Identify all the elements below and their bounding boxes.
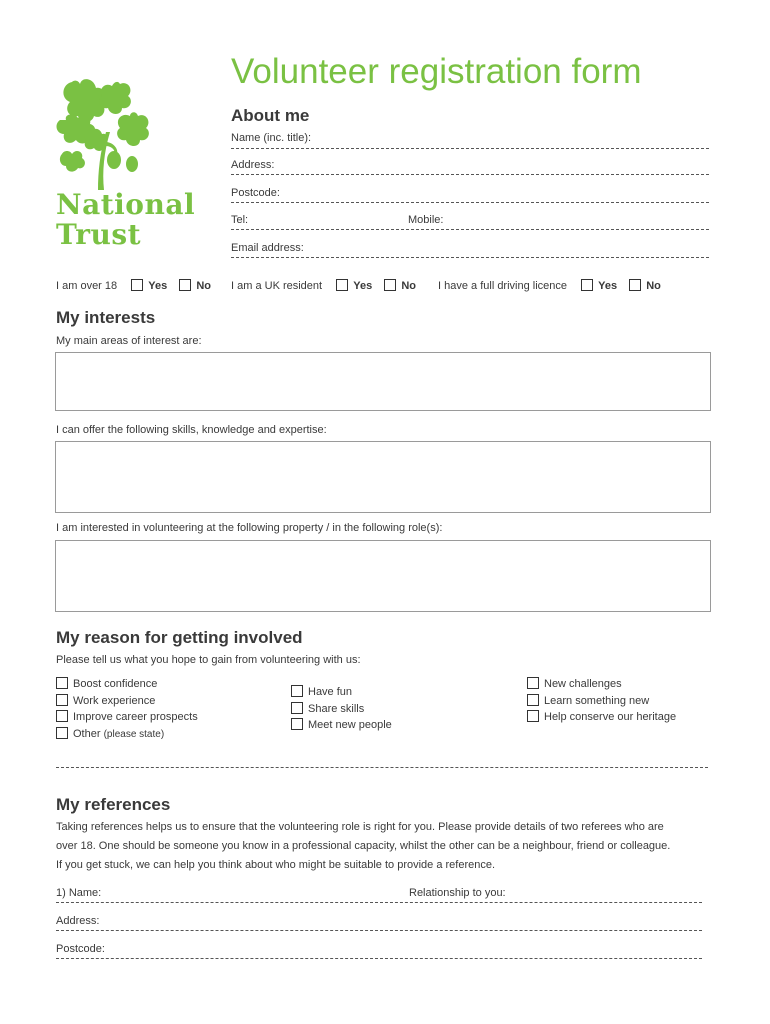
page-title: Volunteer registration form	[231, 52, 642, 91]
reason-label: Meet new people	[308, 719, 392, 731]
uk-resident-row	[231, 279, 416, 292]
ref-address-field[interactable]	[56, 930, 702, 931]
reason-label: New challenges	[544, 678, 622, 690]
driving-yes-checkbox[interactable]	[581, 279, 593, 291]
reason-label: Work experience	[73, 695, 156, 707]
reason-checkbox[interactable]	[527, 710, 539, 722]
reason-checkbox[interactable]	[56, 710, 68, 722]
driving-row	[438, 279, 661, 292]
driving-yes-label: Yes	[598, 280, 618, 292]
uk-resident-yes-checkbox[interactable]	[336, 279, 348, 291]
uk-resident-no-checkbox[interactable]	[384, 279, 396, 291]
uk-resident-label: I am a UK resident	[231, 280, 323, 292]
address-field[interactable]	[231, 174, 709, 175]
over18-yes-checkbox[interactable]	[131, 279, 143, 291]
reason-label: Other	[73, 728, 101, 740]
reason-option	[56, 727, 164, 740]
email-field[interactable]	[231, 257, 709, 258]
over18-row	[56, 279, 211, 292]
ref-name-field[interactable]	[56, 902, 702, 903]
reason-checkbox[interactable]	[527, 694, 539, 706]
ref-postcode-label: Postcode:	[56, 943, 105, 955]
mobile-label: Mobile:	[408, 214, 444, 226]
address-label: Address:	[231, 159, 275, 171]
reason-label: Have fun	[308, 686, 353, 698]
name-label: Name (inc. title):	[231, 132, 312, 144]
ref-postcode-field[interactable]	[56, 958, 702, 959]
reason-heading: My reason for getting involved	[56, 628, 303, 647]
over18-label: I am over 18	[56, 280, 118, 292]
reason-option	[527, 677, 622, 690]
references-heading: My references	[56, 795, 171, 814]
reason-option	[291, 702, 364, 715]
reason-option	[291, 718, 392, 731]
areas-label: My main areas of interest are:	[56, 335, 202, 347]
over18-no-label: No	[196, 280, 212, 292]
reason-option	[291, 685, 352, 698]
reason-checkbox[interactable]	[527, 677, 539, 689]
driving-no-checkbox[interactable]	[629, 279, 641, 291]
oak-leaf-icon	[52, 72, 162, 190]
property-textarea[interactable]	[55, 540, 711, 612]
skills-label: I can offer the following skills, knowledge and expertise:	[56, 424, 327, 436]
uk-resident-no-label: No	[401, 280, 416, 292]
ref-relationship-label: Relationship to you:	[409, 887, 506, 899]
reason-checkbox[interactable]	[291, 702, 303, 714]
over18-no-checkbox[interactable]	[179, 279, 191, 291]
reason-label: Improve career prospects	[73, 711, 198, 723]
logo-text-trust: Trust	[56, 218, 142, 251]
tel-mobile-field[interactable]	[231, 229, 709, 230]
reason-label: Learn something new	[544, 695, 650, 707]
property-label: I am interested in volunteering at the following property / in the following role(s):	[56, 522, 443, 534]
reason-option	[56, 694, 155, 707]
postcode-field[interactable]	[231, 202, 709, 203]
skills-textarea[interactable]	[55, 441, 711, 513]
reason-option	[527, 710, 676, 723]
other-reason-field[interactable]	[56, 767, 708, 768]
reason-intro: Please tell us what you hope to gain from volunteering with us:	[56, 654, 361, 666]
other-note: (please state)	[103, 729, 165, 740]
uk-resident-yes-label: Yes	[353, 280, 373, 292]
ref-address-label: Address:	[56, 915, 100, 927]
email-label: Email address:	[231, 242, 304, 254]
driving-label: I have a full driving licence	[438, 280, 568, 292]
reason-checkbox[interactable]	[291, 685, 303, 697]
reason-option	[56, 710, 198, 723]
reason-label: Share skills	[308, 703, 365, 715]
over18-yes-label: Yes	[148, 280, 168, 292]
areas-textarea[interactable]	[55, 352, 711, 411]
reason-option	[527, 694, 649, 707]
tel-label: Tel:	[231, 214, 249, 226]
ref-name-label: 1) Name:	[56, 887, 102, 899]
about-heading: About me	[231, 106, 310, 125]
references-para-3: If you get stuck, we can help you think about who might be suitable to provide a reference.	[56, 859, 496, 871]
interests-heading: My interests	[56, 308, 156, 327]
national-trust-logo	[52, 72, 196, 252]
reason-label: Help conserve our heritage	[544, 711, 677, 723]
reason-checkbox[interactable]	[56, 727, 68, 739]
reason-option	[56, 677, 157, 690]
reason-checkbox[interactable]	[291, 718, 303, 730]
references-para-2: over 18. One should be someone you know in a professional capacity, whilst the other can be a neighbour, friend or colleague.	[56, 840, 671, 852]
reason-checkbox[interactable]	[56, 694, 68, 706]
reason-label: Boost confidence	[73, 678, 158, 690]
driving-no-label: No	[646, 280, 661, 292]
logo-text-national: National	[56, 188, 196, 221]
postcode-label: Postcode:	[231, 187, 280, 199]
name-field[interactable]	[231, 148, 709, 149]
reason-checkbox[interactable]	[56, 677, 68, 689]
references-para-1: Taking references helps us to ensure that the volunteering role is right for you. Please provide details of two referees who are	[56, 821, 664, 833]
